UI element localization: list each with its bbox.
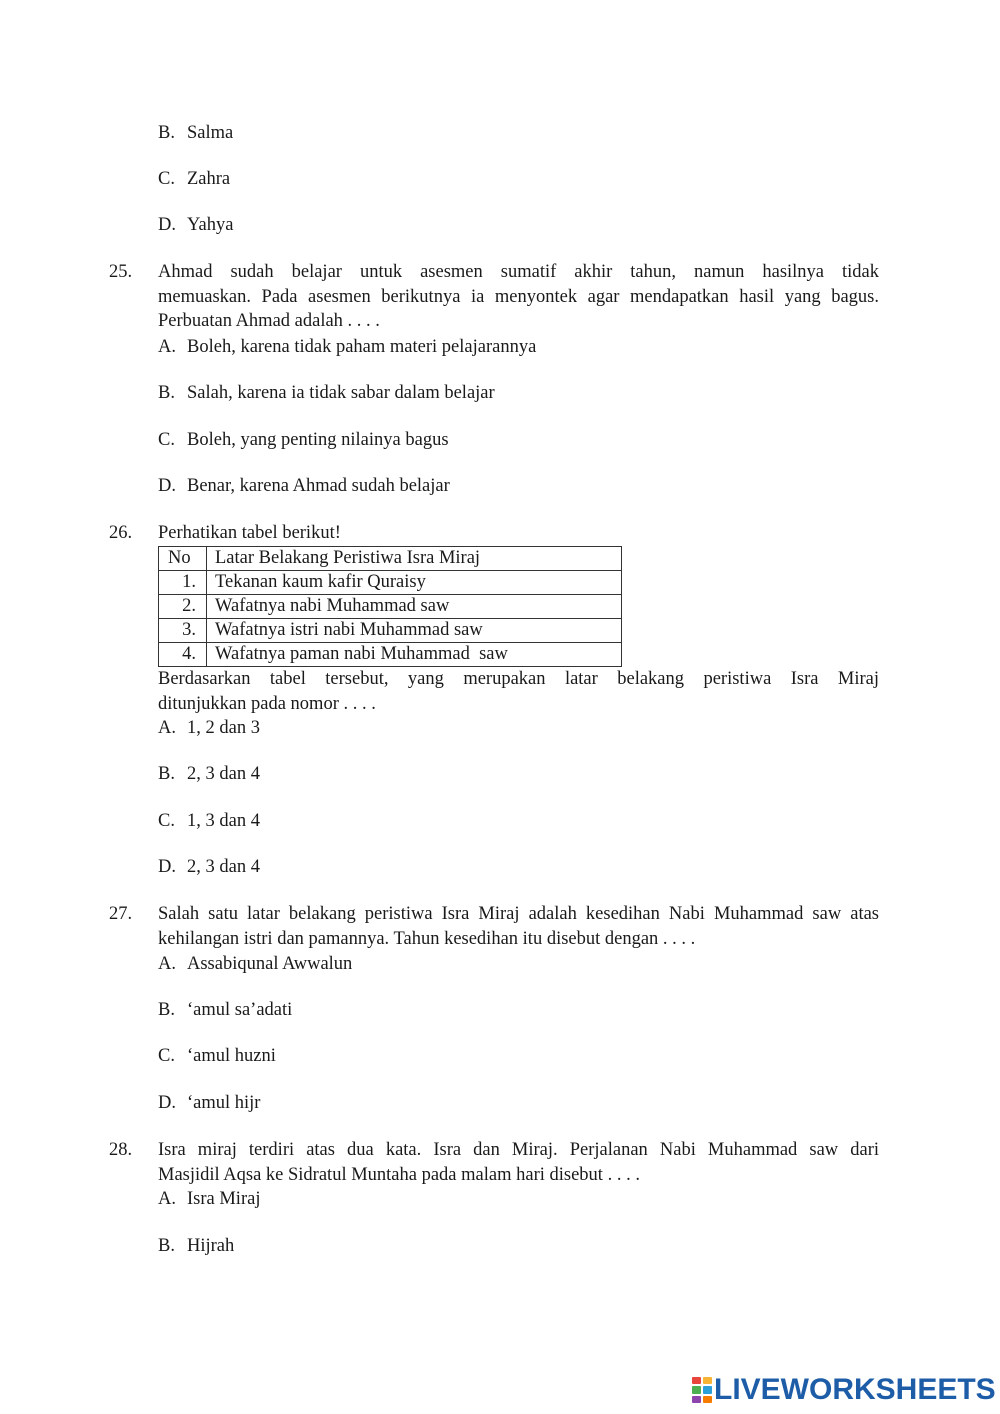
table-cell-no: 3. [159,619,207,643]
q26-stem-line: ditunjukkan pada nomor . . . . [158,693,376,714]
q25-option-b-letter: B. [158,383,175,403]
q25-option-b-text: Salah, karena ia tidak sabar dalam belajar [187,383,495,403]
table-cell-description: Wafatnya istri nabi Muhammad saw [207,619,622,643]
table-row [159,595,622,619]
q24-option-d-text: Yahya [187,215,234,235]
table-cell-description: Wafatnya paman nabi Muhammad saw [207,643,622,667]
logo-cell [692,1396,701,1403]
q27-option-a-text: Assabiqunal Awwalun [187,954,353,974]
q27-option-b-text: ‘amul sa’adati [187,1000,293,1020]
q25-number: 25. [109,262,133,282]
q27-option-a-letter: A. [158,954,176,974]
q27-stem-line: Salah satu latar belakang peristiwa Isra Miraj adalah kesedihan Nabi Muhammad saw atas [158,904,879,924]
q28-option-a-letter: A. [158,1189,176,1209]
q26-option-c-text: 1, 3 dan 4 [187,811,260,831]
q25-option-d-letter: D. [158,476,176,496]
table-row [159,643,622,667]
table-cell-no: 2. [159,595,207,619]
table-row [159,571,622,595]
q24-option-c-text: Zahra [187,169,231,189]
table-cell-description: Tekanan kaum kafir Quraisy [207,571,622,595]
q25-option-d-text: Benar, karena Ahmad sudah belajar [187,476,450,496]
q25-option-a-text: Boleh, karena tidak paham materi pelajarannya [187,337,537,357]
q26-option-b-text: 2, 3 dan 4 [187,764,260,784]
q24-option-d-letter: D. [158,215,176,235]
table-cell-no: 4. [159,643,207,667]
q27-stem-line: kehilangan istri dan pamannya. Tahun kesedihan itu disebut dengan . . . . [158,928,696,949]
q26-option-d-text: 2, 3 dan 4 [187,857,260,877]
q24-option-b-text: Salma [187,123,234,143]
logo-cell [703,1386,712,1393]
q26-stem [158,667,879,716]
liveworksheets-logo-icon [692,1377,712,1403]
q25-stem-line: memuaskan. Pada asesmen berikutnya ia menyontek agar mendapatkan hasil yang bagus. [158,286,879,307]
q25-option-c-letter: C. [158,430,175,450]
brand-text: LIVEWORKSHEETS [714,1373,996,1406]
logo-cell [692,1386,701,1393]
q27-option-b-letter: B. [158,1000,175,1020]
q27-option-c-text: ‘amul huzni [187,1046,276,1066]
q26-option-d-letter: D. [158,857,176,877]
q25-option-c-text: Boleh, yang penting nilainya bagus [187,430,449,450]
liveworksheets-watermark[interactable] [692,1372,996,1408]
logo-cell [692,1377,701,1384]
q25-stem-line: Perbuatan Ahmad adalah . . . . [158,311,380,331]
q28-option-a-text: Isra Miraj [187,1189,261,1209]
q27-option-d-letter: D. [158,1093,176,1113]
q27-option-d-text: ‘amul hijr [187,1093,261,1113]
q24-option-c-letter: C. [158,169,175,189]
logo-cell [703,1396,712,1403]
table-row [159,619,622,643]
table-header-row [159,547,622,571]
q26-intro: Perhatikan tabel berikut! [158,523,341,543]
q28-stem [158,1138,879,1187]
q25-option-a-letter: A. [158,337,176,357]
q27-option-c-letter: C. [158,1046,175,1066]
q27-stem [158,902,879,951]
q26-number: 26. [109,523,133,543]
q26-option-c-letter: C. [158,811,175,831]
q26-table [158,546,622,667]
table-cell-no: 1. [159,571,207,595]
q25-stem-line: Ahmad sudah belajar untuk asesmen sumatif akhir tahun, namun hasilnya tidak [158,262,879,282]
q25-stem [158,260,879,334]
q26-option-a-text: 1, 2 dan 3 [187,718,260,738]
logo-cell [703,1377,712,1384]
q28-stem-line: Masjidil Aqsa ke Sidratul Muntaha pada malam hari disebut . . . . [158,1164,640,1185]
q28-number: 28. [109,1140,133,1160]
table-header-no: No [159,547,207,571]
q28-stem-line: Isra miraj terdiri atas dua kata. Isra dan Miraj. Perjalanan Nabi Muhammad saw dari [158,1140,879,1160]
q26-option-b-letter: B. [158,764,175,784]
q26-option-a-letter: A. [158,718,176,738]
q28-option-b-letter: B. [158,1236,175,1256]
q26-stem-line: Berdasarkan tabel tersebut, yang merupakan latar belakang peristiwa Isra Miraj [158,669,879,689]
q24-option-b-letter: B. [158,123,175,143]
table-header-description: Latar Belakang Peristiwa Isra Miraj [207,547,622,571]
table-cell-description: Wafatnya nabi Muhammad saw [207,595,622,619]
q27-number: 27. [109,904,133,924]
q28-option-b-text: Hijrah [187,1236,235,1256]
